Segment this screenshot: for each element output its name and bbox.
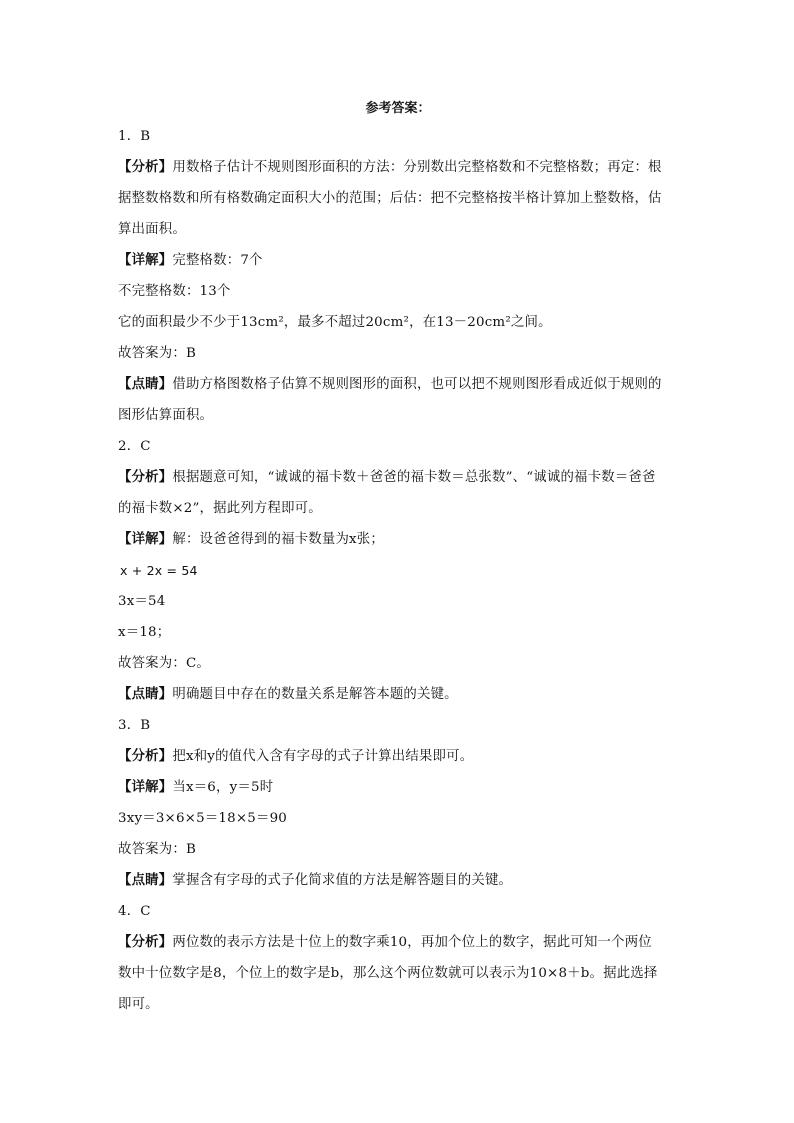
section-tag: 【详解】	[118, 531, 173, 547]
answer-line	[118, 617, 678, 648]
answer-line	[118, 493, 678, 524]
line-text: 故答案为：B	[118, 842, 196, 857]
answer-line	[118, 586, 678, 617]
answer-line	[118, 927, 678, 958]
line-text: 明确题目中存在的数量关系是解答本题的关键。	[172, 687, 458, 702]
line-text: 3x＝54	[118, 594, 166, 609]
answer-line	[118, 834, 678, 865]
line-text: 它的面积最少不少于13cm²，最多不超过20cm²，在13－20cm²之间。	[118, 315, 552, 330]
line-text: 两位数的表示方法是十位上的数字乘10，再加个位上的数字，据此可知一个两位	[172, 935, 652, 950]
answer-line	[118, 400, 678, 431]
line-text: 图形估算面积。	[118, 408, 214, 423]
answer-line	[118, 896, 678, 927]
line-text: 故答案为：B	[118, 346, 196, 361]
section-tag: 【分析】	[118, 748, 173, 764]
answer-line	[118, 369, 678, 400]
section-tag: 【分析】	[118, 934, 173, 950]
answer-line	[118, 710, 678, 741]
answer-line	[118, 803, 678, 834]
answer-line	[118, 462, 678, 493]
answer-line	[118, 679, 678, 710]
line-text: 故答案为：C。	[118, 656, 210, 671]
answer-line	[118, 245, 678, 276]
line-text: 的福卡数×2”，据此列方程即可。	[118, 501, 322, 516]
line-text: 3xy＝3×6×5＝18×5＝90	[118, 811, 288, 826]
line-text: 把x和y的值代入含有字母的式子计算出结果即可。	[172, 749, 474, 764]
section-tag: 【分析】	[118, 469, 173, 485]
line-text: 当x＝6，y＝5时	[172, 780, 274, 795]
answer-line	[118, 183, 678, 214]
line-text: 数中十位数字是8，个位上的数字是b，那么这个两位数就可以表示为10×8＋b。据此选择	[118, 966, 658, 981]
answer-line	[118, 772, 678, 803]
line-text: 用数格子估计不规则图形面积的方法：分别数出完整格数和不完整格数；再定：根	[172, 160, 662, 175]
answer-line	[118, 865, 678, 896]
section-tag: 【点睛】	[118, 376, 173, 392]
line-text: 据整数格数和所有格数确定面积大小的范围；后估：把不完整格按半格计算加上整数格，估	[118, 191, 662, 206]
line-text: 完整格数：7个	[172, 253, 263, 268]
answer-line	[118, 648, 678, 679]
answer-line	[118, 989, 678, 1020]
answer-line	[118, 524, 678, 555]
line-text: 解：设爸爸得到的福卡数量为x张；	[172, 532, 384, 547]
line-text: 算出面积。	[118, 222, 186, 237]
line-text: 3．B	[118, 718, 151, 733]
answer-line	[118, 152, 678, 183]
line-text: 2．C	[118, 439, 151, 454]
line-text: x＝18；	[118, 625, 171, 640]
answer-line	[118, 307, 678, 338]
line-text: 根据题意可知，“诚诚的福卡数＋爸爸的福卡数＝总张数”、“诚诚的福卡数＝爸爸	[172, 470, 656, 485]
answer-document	[118, 96, 678, 1020]
answer-line	[118, 214, 678, 245]
answer-line	[118, 741, 678, 772]
line-text: 掌握含有字母的式子化简求值的方法是解答题目的关键。	[172, 873, 513, 888]
page-title: 参考答案：	[365, 101, 431, 116]
answer-lines	[118, 121, 678, 1020]
section-tag: 【详解】	[118, 779, 173, 795]
section-tag: 【详解】	[118, 252, 173, 268]
answer-line	[118, 338, 678, 369]
section-tag: 【分析】	[118, 159, 173, 175]
line-text: x + 2x = 54	[120, 563, 198, 578]
line-text: 1．B	[118, 129, 151, 144]
answer-line	[118, 276, 678, 307]
answer-line	[118, 121, 678, 152]
line-text: 不完整格数：13个	[118, 284, 231, 299]
section-tag: 【点睛】	[118, 872, 173, 888]
line-text: 4．C	[118, 904, 151, 919]
line-text: 借助方格图数格子估算不规则图形的面积，也可以把不规则图形看成近似于规则的	[172, 377, 662, 392]
section-tag: 【点睛】	[118, 686, 173, 702]
answer-line	[118, 958, 678, 989]
answer-line	[118, 431, 678, 462]
answer-line	[118, 555, 678, 586]
line-text: 即可。	[118, 997, 159, 1012]
